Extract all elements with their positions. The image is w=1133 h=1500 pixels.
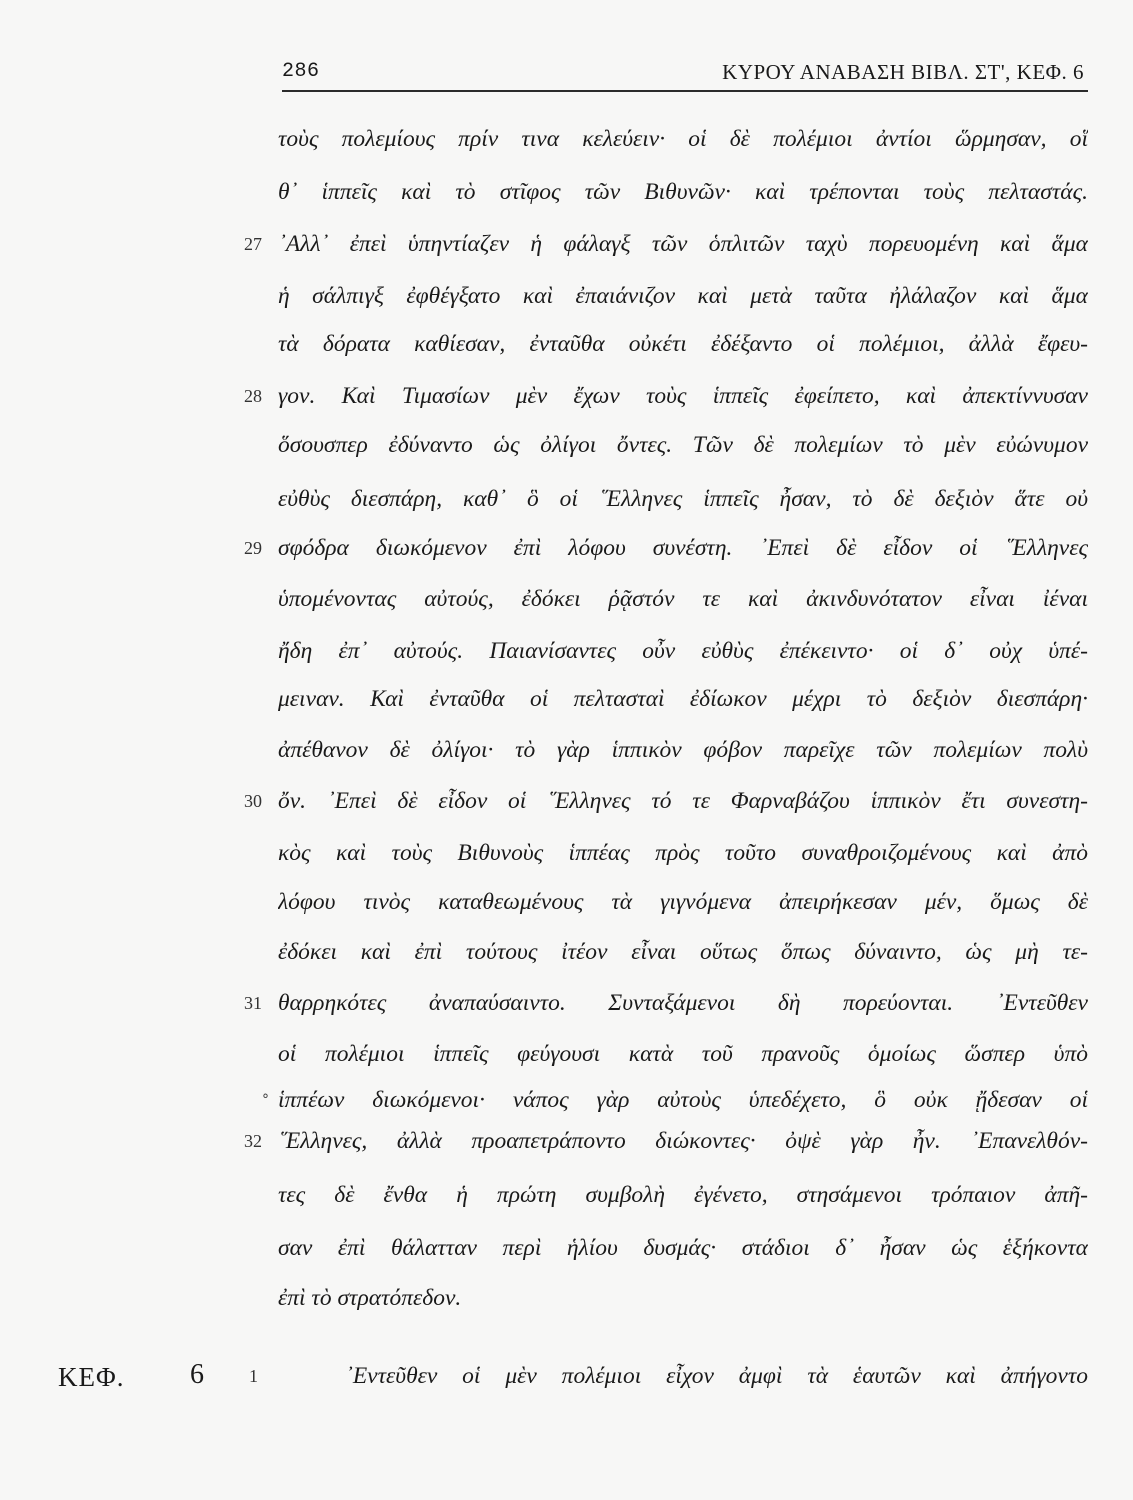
section-number-1: 1 [249,1366,258,1386]
page-header [282,56,1088,92]
text-line: οἱ πολέμιοι ἱππεῖς φεύγουσι κατὰ τοῦ πρανοῦς ὁμοίως ὥσπερ ὑπὸ [278,1041,1088,1067]
text-line: ἀπέθανον δὲ ὀλίγοι· τὸ γὰρ ἱππικὸν φόβον παρεῖχε τῶν πολεμίων πολὺ [278,737,1088,763]
section-number-29: 29 [244,538,262,558]
section-number-28: 28 [244,386,262,406]
page-number: 286 [282,60,320,83]
text-line: ὑπομένοντας αὐτούς, ἐδόκει ῥᾷστόν τε καὶ ἀκινδυνότατον εἶναι ἰέναι [278,586,1088,612]
text-line: εὐθὺς διεσπάρη, καθ᾽ ὃ οἱ ῞Ελληνες ἱππεῖς ἦσαν, τὸ δὲ δεξιὸν ἅτε οὐ [278,486,1088,512]
text-line: ὄν. ᾽Επεὶ δὲ εἶδον οἱ ῞Ελληνες τό τε Φαρναβάζου ἱππικὸν ἔτι συνεστη- [278,788,1088,814]
section-number-27: 27 [244,234,262,254]
text-line: λόφου τινὸς καταθεωμένους τὰ γιγνόμενα ἀπειρήκεσαν μέν, ὅμως δὲ [278,889,1088,915]
text-line: κὸς καὶ τοὺς Βιθυνοὺς ἱππέας πρὸς τοῦτο συναθροιζομένους καὶ ἀπὸ [278,840,1088,866]
text-line: ἐδόκει καὶ ἐπὶ τούτους ἰτέον εἶναι οὕτως ὅπως δύναιντο, ὡς μὴ τε- [278,939,1088,965]
text-line: τοὺς πολεμίους πρίν τινα κελεύειν· οἱ δὲ πολέμιοι ἀντίοι ὥρμησαν, οἵ [278,126,1088,152]
text-line: γον. Καὶ Τιμασίων μὲν ἔχων τοὺς ἱππεῖς ἐφείπετο, καὶ ἀπεκτίννυσαν [278,383,1088,409]
text-line: θ᾽ ἱππεῖς καὶ τὸ στῖφος τῶν Βιθυνῶν· καὶ τρέπονται τοὺς πελταστάς. [278,179,1088,205]
running-title: ΚΥΡΟΥ ΑΝΑΒΑΣΗ ΒΙΒΛ. ΣΤ', ΚΕΦ. 6 [722,60,1084,84]
text-line: ἤδη ἐπ᾽ αὐτούς. Παιανίσαντες οὖν εὐθὺς ἐπέκειντο· οἱ δ᾽ οὐχ ὑπέ- [278,638,1088,664]
text-line: σαν ἐπὶ θάλατταν περὶ ἡλίου δυσμάς· στάδιοι δ᾽ ἦσαν ὡς ἑξήκοντα [278,1235,1088,1261]
degree-mark: ° [262,1092,269,1108]
text-line: μειναν. Καὶ ἐνταῦθα οἱ πελτασταὶ ἐδίωκον μέχρι τὸ δεξιὸν διεσπάρη· [278,686,1088,712]
chapter-label: ΚΕΦ. [58,1362,125,1392]
text-line: τες δὲ ἔνθα ἡ πρώτη συμβολὴ ἐγένετο, στησάμενοι τρόπαιον ἀπῆ- [278,1182,1088,1208]
text-line: ἱππέων διωκόμενοι· νάπος γὰρ αὐτοὺς ὑπεδέχετο, ὃ οὐκ ᾔδεσαν οἱ [278,1087,1088,1113]
text-line: ἐπὶ τὸ στρατόπεδον. [278,1285,462,1311]
text-line: ᾽Εντεῦθεν οἱ μὲν πολέμιοι εἶχον ἀμφὶ τὰ ἑαυτῶν καὶ ἀπήγοντο [345,1363,1088,1389]
text-line: ὅσουσπερ ἐδύναντο ὡς ὀλίγοι ὄντες. Τῶν δὲ πολεμίων τὸ μὲν εὐώνυμον [278,432,1088,458]
text-line: σφόδρα διωκόμενον ἐπὶ λόφου συνέστη. ᾽Επεὶ δὲ εἶδον οἱ ῞Ελληνες [278,535,1088,561]
text-line: ᾽Αλλ᾽ ἐπεὶ ὑπηντίαζεν ἡ φάλαγξ τῶν ὁπλιτῶν ταχὺ πορευομένη καὶ ἅμα [278,231,1088,257]
section-number-32: 32 [244,1131,262,1151]
section-number-30: 30 [244,791,262,811]
section-number-31: 31 [244,993,262,1013]
text-line: θαρρηκότες ἀναπαύσαιντο. Συνταξάμενοι δὴ πορεύονται. ᾽Εντεῦθεν [278,990,1088,1016]
text-line: ῞Ελληνες, ἀλλὰ προαπετράποντο διώκοντες· ὀψὲ γὰρ ἦν. ᾽Επανελθόν- [278,1128,1088,1154]
text-line: ἡ σάλπιγξ ἐφθέγξατο καὶ ἐπαιάνιζον καὶ μετὰ ταῦτα ἠλάλαζον καὶ ἅμα [278,283,1088,309]
text-line: τὰ δόρατα καθίεσαν, ἐνταῦθα οὐκέτι ἐδέξαντο οἱ πολέμιοι, ἀλλὰ ἔφευ- [278,331,1088,357]
chapter-number: 6 [190,1359,204,1390]
